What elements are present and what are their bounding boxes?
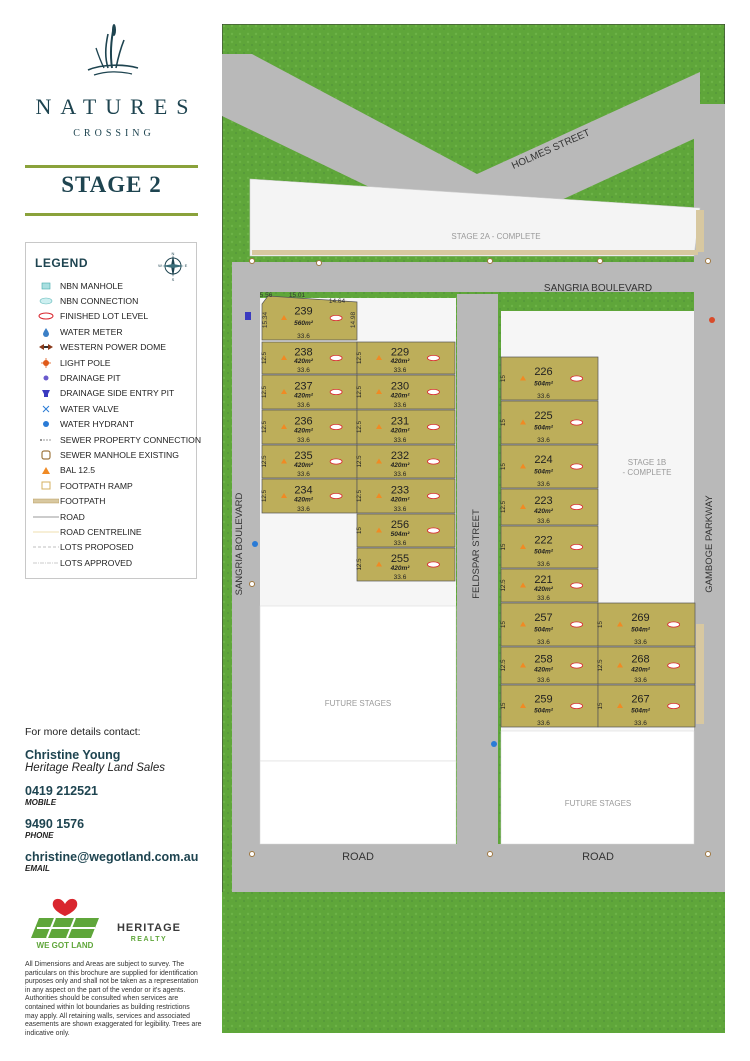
- lot-number: 224: [534, 454, 553, 467]
- western-power-dome-icon: [32, 343, 60, 351]
- phone-label: PHONE: [25, 831, 54, 840]
- mobile-label: MOBILE: [25, 798, 57, 807]
- legend-item-label: NBN MANHOLE: [60, 280, 124, 291]
- lot-number: 223: [534, 495, 553, 508]
- lot-depth: 33.6: [393, 471, 407, 478]
- legend-item: [32, 401, 201, 416]
- finished-lot-level-icon: [571, 703, 583, 708]
- future-stages-left-area: [260, 606, 456, 761]
- lot-number: 267: [631, 693, 650, 706]
- lot-255[interactable]: [356, 548, 455, 581]
- finished-lot-level-icon: [668, 703, 680, 708]
- lot-257[interactable]: [500, 603, 598, 646]
- lot-number: 236: [294, 415, 313, 428]
- finished-lot-level-icon: [330, 315, 342, 320]
- finished-lot-level-icon: [427, 459, 439, 464]
- lot-frontage: 15: [356, 527, 363, 534]
- lot-267[interactable]: [597, 685, 695, 727]
- lot-237[interactable]: [261, 375, 357, 409]
- lot-depth: 33.6: [393, 574, 407, 581]
- lot-area: 420m²: [534, 585, 553, 593]
- sewer-connection-icon: [32, 437, 60, 443]
- nbn-connection-icon: [32, 297, 60, 305]
- lot-frontage: 15: [500, 419, 507, 426]
- lot-number: 226: [534, 366, 553, 379]
- lot-frontage: 15: [500, 463, 507, 470]
- legend-item: [32, 370, 201, 385]
- finished-lot-level-icon: [571, 376, 583, 381]
- brochure-sidebar: [0, 0, 222, 1061]
- lot-frontage: 12.5: [500, 659, 507, 672]
- legend-title: LEGEND: [35, 256, 89, 270]
- legend-item-label: NBN CONNECTION: [60, 296, 139, 307]
- lot-depth: 33.6: [537, 639, 550, 646]
- lot-229[interactable]: [356, 342, 455, 374]
- lot-area: 420m²: [294, 392, 313, 400]
- lot-depth: 33.6: [393, 506, 407, 513]
- lot-depth: 33.6: [537, 561, 550, 568]
- lot-frontage: 12.5: [261, 351, 268, 365]
- lot-area: 504m²: [534, 548, 553, 556]
- road-icon: [32, 515, 60, 519]
- lot-233[interactable]: [356, 479, 455, 513]
- road-right-label: ROAD: [582, 851, 614, 863]
- lot-268[interactable]: [597, 647, 695, 684]
- south-road: [232, 844, 725, 896]
- lot-area: 420m²: [534, 666, 553, 674]
- divider-bottom: [25, 213, 198, 216]
- lot-number: 258: [534, 653, 553, 666]
- lot-area: 504m²: [534, 424, 553, 432]
- future-stages-right-label: FUTURE STAGES: [564, 799, 632, 808]
- lot-239-right-dim: 14.98: [350, 311, 357, 329]
- legend-item: [32, 540, 201, 555]
- finished-lot-level-icon: [571, 464, 583, 469]
- brand-subtitle: CROSSING: [73, 128, 155, 139]
- lot-number: 233: [390, 484, 410, 497]
- lot-depth: 33.6: [393, 367, 407, 374]
- lot-frontage: 12.5: [261, 385, 268, 399]
- lot-223[interactable]: [500, 489, 598, 525]
- finished-lot-level-icon: [32, 312, 60, 320]
- heritage-text: HERITAGE: [116, 922, 182, 934]
- lot-depth: 33.6: [393, 402, 407, 409]
- divider-top: [25, 165, 198, 168]
- lot-depth: 33.6: [634, 639, 647, 646]
- legend-item: [32, 463, 201, 478]
- lot-area: 504m²: [534, 380, 553, 388]
- lot-269[interactable]: [597, 603, 695, 646]
- legend-item-label: SEWER MANHOLE EXISTING: [60, 449, 179, 460]
- finished-lot-level-icon: [571, 663, 583, 668]
- lot-number: 238: [294, 346, 313, 359]
- lot-232[interactable]: [356, 445, 455, 478]
- lot-depth: 33.6: [393, 437, 407, 444]
- lot-239-top-dim-2: 14.64: [328, 298, 346, 305]
- footpath-ramp-icon: [32, 481, 60, 490]
- road-centreline-icon: [32, 530, 60, 534]
- legend-item-label: WATER HYDRANT: [60, 419, 134, 430]
- lot-depth: 33.6: [297, 506, 310, 513]
- sewer-manhole-icon: [32, 450, 60, 460]
- holmes-street-label: HOLMES STREET: [510, 127, 592, 172]
- lot-230[interactable]: [356, 375, 455, 409]
- legend-item-label: FINISHED LOT LEVEL: [60, 311, 149, 322]
- lot-area: 420m²: [390, 496, 410, 504]
- compass-s: S: [171, 277, 175, 281]
- stage-2a-footpath: [252, 250, 698, 255]
- lot-number: 269: [631, 612, 650, 625]
- legend-item: [32, 340, 201, 355]
- water-valve-icon: [32, 405, 60, 413]
- legend-item-label: WATER METER: [60, 326, 123, 337]
- future-lots-left-row: [260, 761, 456, 844]
- finished-lot-level-icon: [427, 424, 439, 429]
- lot-area: 420m²: [390, 427, 410, 435]
- drainage-side-entry-pit-icon: [32, 389, 60, 398]
- disclaimer-text: All Dimensions and Areas are subject to survey. The particulars on this brochure are supplied for identification purposes only and shall not be taken as a representation in any aspect on the part of the vendor or it's agents. Authorities should be consulted when services are contained within lot boundaries as building restrictions may apply. All retaining walls, services and associated easements are shown exaggerated for legibility. Trees are indicative only.: [25, 961, 202, 1037]
- legend-item-label: ROAD: [60, 511, 85, 522]
- legend-item-label: DRAINAGE SIDE ENTRY PIT: [60, 388, 175, 399]
- lot-222[interactable]: [500, 526, 598, 568]
- lot-area: 420m²: [294, 358, 313, 366]
- lot-area: 420m²: [390, 461, 410, 469]
- contact-name: Christine Young: [25, 748, 121, 762]
- lot-259[interactable]: [500, 685, 598, 727]
- road-left-label: ROAD: [342, 851, 374, 863]
- lot-area: 420m²: [534, 507, 553, 515]
- lot-256[interactable]: [356, 514, 455, 547]
- brand-name: NATURES: [35, 94, 198, 119]
- lot-area: 504m²: [534, 626, 553, 634]
- lot-number: 237: [294, 380, 313, 393]
- lot-frontage: 12.5: [597, 659, 604, 672]
- lot-224[interactable]: [500, 445, 598, 488]
- compass-icon: [158, 251, 188, 281]
- lots-approved-icon: [32, 561, 60, 565]
- water-hydrant-icon: [32, 420, 60, 428]
- contact-intro: For more details contact:: [25, 726, 141, 738]
- lot-frontage: 12.5: [500, 500, 507, 514]
- lot-depth: 33.6: [297, 471, 310, 478]
- feldspar-street-label: FELDSPAR STREET: [471, 509, 482, 599]
- gamboge-parkway-label: GAMBOGE PARKWAY: [704, 495, 715, 593]
- lot-number: 268: [631, 653, 650, 666]
- lot-depth: 33.6: [537, 481, 550, 488]
- legend-item: [32, 524, 201, 539]
- legend-item-label: ROAD CENTRELINE: [60, 526, 142, 537]
- lot-239-left-dim: 15.34: [262, 311, 269, 329]
- lot-frontage: 15: [500, 375, 507, 382]
- lot-depth: 33.6: [537, 518, 550, 525]
- lot-239-top-dim-1: 15.01: [288, 292, 306, 299]
- legend-item: [32, 324, 201, 339]
- lot-area: 420m²: [390, 358, 410, 366]
- finished-lot-level-icon: [427, 493, 439, 498]
- lot-frontage: 12.5: [261, 455, 268, 468]
- agency-logos: [25, 894, 205, 952]
- lot-depth: 33.6: [297, 437, 310, 444]
- stage-title: STAGE 2: [61, 172, 162, 197]
- lot-frontage: 15: [597, 621, 604, 628]
- footpath-icon: [32, 498, 60, 504]
- lot-depth: 33.6: [537, 677, 550, 684]
- lot-depth: 33.6: [537, 437, 550, 444]
- lot-frontage: 12.5: [356, 351, 363, 365]
- lot-231[interactable]: [356, 410, 455, 444]
- lot-area: 504m²: [390, 530, 410, 538]
- legend-item: [32, 432, 201, 447]
- legend-item-label: DRAINAGE PIT: [60, 373, 121, 384]
- lot-area: 420m²: [294, 496, 313, 504]
- lot-number: 225: [534, 410, 553, 423]
- lot-depth: 33.6: [297, 367, 310, 374]
- lot-number: 230: [390, 380, 410, 393]
- legend-item: [32, 478, 201, 493]
- legend-item: [32, 278, 201, 293]
- future-stages-right-area: [501, 731, 694, 844]
- lot-225[interactable]: [500, 401, 598, 444]
- lot-frontage: 15: [500, 543, 507, 551]
- legend-item: [32, 555, 201, 570]
- lot-239-corner-dim: 5.56: [259, 292, 273, 299]
- stage-1b-label-line2: - COMPLETE: [622, 468, 672, 477]
- finished-lot-level-icon: [427, 355, 439, 360]
- contact-block: [25, 726, 215, 873]
- lot-number: 257: [534, 612, 553, 625]
- legend-item-label: LIGHT POLE: [60, 357, 111, 368]
- lot-frontage: 15: [500, 702, 507, 710]
- finished-lot-level-icon: [330, 355, 342, 360]
- finished-lot-level-icon: [330, 493, 342, 498]
- stage-2a-label: STAGE 2A - COMPLETE: [451, 232, 541, 241]
- email-link[interactable]: christine@wegotland.com.au: [25, 850, 199, 864]
- legend-item-label: WATER VALVE: [60, 403, 119, 414]
- finished-lot-level-icon: [668, 622, 680, 627]
- lot-number: 235: [294, 449, 313, 462]
- finished-lot-level-icon: [571, 544, 583, 549]
- lot-area: 420m²: [390, 564, 410, 572]
- contact-company: Heritage Realty Land Sales: [25, 762, 165, 774]
- lot-frontage: 15: [597, 702, 604, 710]
- legend-item: [32, 509, 201, 524]
- lot-number: 222: [534, 534, 553, 547]
- finished-lot-level-icon: [330, 389, 342, 394]
- lot-258[interactable]: [500, 647, 598, 684]
- lot-frontage: 12.5: [356, 420, 363, 434]
- legend-item-label: FOOTPATH RAMP: [60, 480, 133, 491]
- water-meter-icon: [32, 327, 60, 337]
- lot-frontage: 15: [500, 621, 507, 628]
- compass-w: W: [158, 263, 162, 268]
- site-plan-svg: [222, 24, 725, 1033]
- phone-number[interactable]: 9490 1576: [25, 817, 85, 831]
- legend-item: [32, 355, 201, 370]
- lot-226[interactable]: [500, 357, 598, 400]
- natures-crossing-logo: [24, 24, 200, 139]
- lot-area: 504m²: [534, 707, 553, 715]
- drainage-pit-icon: [32, 374, 60, 382]
- legend-item: [32, 447, 201, 462]
- lot-depth: 33.6: [297, 402, 310, 409]
- lot-234[interactable]: [261, 479, 357, 513]
- sangria-boulevard-side-label: SANGRIA BOULEVARD: [234, 492, 245, 596]
- lot-number: 231: [390, 415, 410, 428]
- lot-depth: 33.6: [393, 540, 407, 547]
- lot-frontage: 12.5: [356, 455, 363, 468]
- lot-number: 229: [390, 346, 410, 359]
- lot-frontage: 12.5: [500, 579, 507, 592]
- nbn-manhole-icon: [32, 282, 60, 290]
- bal-icon: [32, 466, 60, 475]
- lot-area: 420m²: [294, 427, 313, 435]
- mobile-number[interactable]: 0419 212521: [25, 784, 98, 798]
- lot-221[interactable]: [500, 569, 598, 602]
- finished-lot-level-icon: [571, 583, 583, 588]
- legend-item: [32, 386, 201, 401]
- finished-lot-level-icon: [427, 562, 439, 567]
- lot-area: 420m²: [390, 392, 410, 400]
- light-pole-icon: [32, 358, 60, 368]
- lot-236[interactable]: [261, 410, 357, 444]
- legend-list: [32, 278, 201, 570]
- email-label: EMAIL: [25, 864, 50, 873]
- realty-text: REALTY: [130, 936, 168, 943]
- lot-number: 232: [390, 449, 410, 462]
- lot-number: 239: [294, 305, 313, 318]
- finished-lot-level-icon: [571, 504, 583, 509]
- compass-e: E: [184, 263, 188, 268]
- lot-frontage: 12.5: [356, 558, 363, 571]
- lot-number: 221: [534, 573, 553, 586]
- legend-box: [25, 242, 202, 579]
- lot-depth: 33.6: [537, 393, 550, 400]
- finished-lot-level-icon: [668, 663, 680, 668]
- finished-lot-level-icon: [427, 528, 439, 533]
- lot-number: 256: [390, 518, 410, 531]
- lots-proposed-icon: [32, 545, 60, 549]
- south-grass: [222, 892, 725, 1033]
- lot-area: 504m²: [631, 626, 650, 634]
- wgl-text: WE GOT LAND: [36, 941, 94, 950]
- legend-item-label: BAL 12.5: [60, 465, 96, 476]
- heritage-realty-logo: [117, 922, 181, 943]
- legend-item: [32, 309, 201, 324]
- legend-item-label: WESTERN POWER DOME: [60, 342, 166, 353]
- stage-1b-label-line1: STAGE 1B: [627, 458, 667, 467]
- legend-item-label: LOTS PROPOSED: [60, 542, 134, 553]
- legend-item-label: LOTS APPROVED: [60, 557, 133, 568]
- lot-number: 259: [534, 693, 553, 706]
- lot-number: 255: [390, 552, 410, 565]
- lot-depth: 33.6: [537, 595, 550, 602]
- compass-n: N: [171, 251, 175, 256]
- lot-depth: 33.6: [634, 677, 647, 684]
- lot-frontage: 12.5: [356, 489, 363, 503]
- legend-item: [32, 493, 201, 508]
- legend-item: [32, 417, 201, 432]
- future-stages-left-label: FUTURE STAGES: [324, 699, 392, 708]
- lot-235[interactable]: [261, 445, 357, 478]
- lot-area: 420m²: [631, 666, 650, 674]
- lot-area: 504m²: [631, 707, 650, 715]
- we-got-land-logo: [31, 899, 99, 950]
- lot-area: 504m²: [534, 468, 553, 476]
- lot-area: 420m²: [294, 461, 313, 469]
- lot-238[interactable]: [261, 342, 357, 374]
- lot-number: 234: [294, 484, 313, 497]
- lot-frontage: 12.5: [261, 420, 268, 434]
- finished-lot-level-icon: [571, 622, 583, 627]
- finished-lot-level-icon: [330, 424, 342, 429]
- lot-area: 560m²: [294, 320, 313, 328]
- lot-frontage: 12.5: [261, 489, 268, 503]
- finished-lot-level-icon: [330, 459, 342, 464]
- lot-depth: 33.6: [297, 333, 310, 340]
- site-plan-map: [222, 24, 725, 1033]
- reeds-logo-icon: [84, 24, 140, 78]
- legend-item-label: SEWER PROPERTY CONNECTION: [60, 434, 202, 445]
- sangria-boulevard-label: SANGRIA BOULEVARD: [543, 283, 653, 294]
- legend-item-label: FOOTPATH: [60, 496, 106, 507]
- lot-depth: 33.6: [634, 720, 647, 727]
- lot-depth: 33.6: [537, 720, 550, 727]
- legend-item: [32, 293, 201, 308]
- finished-lot-level-icon: [427, 389, 439, 394]
- lot-frontage: 12.5: [356, 385, 363, 399]
- finished-lot-level-icon: [571, 420, 583, 425]
